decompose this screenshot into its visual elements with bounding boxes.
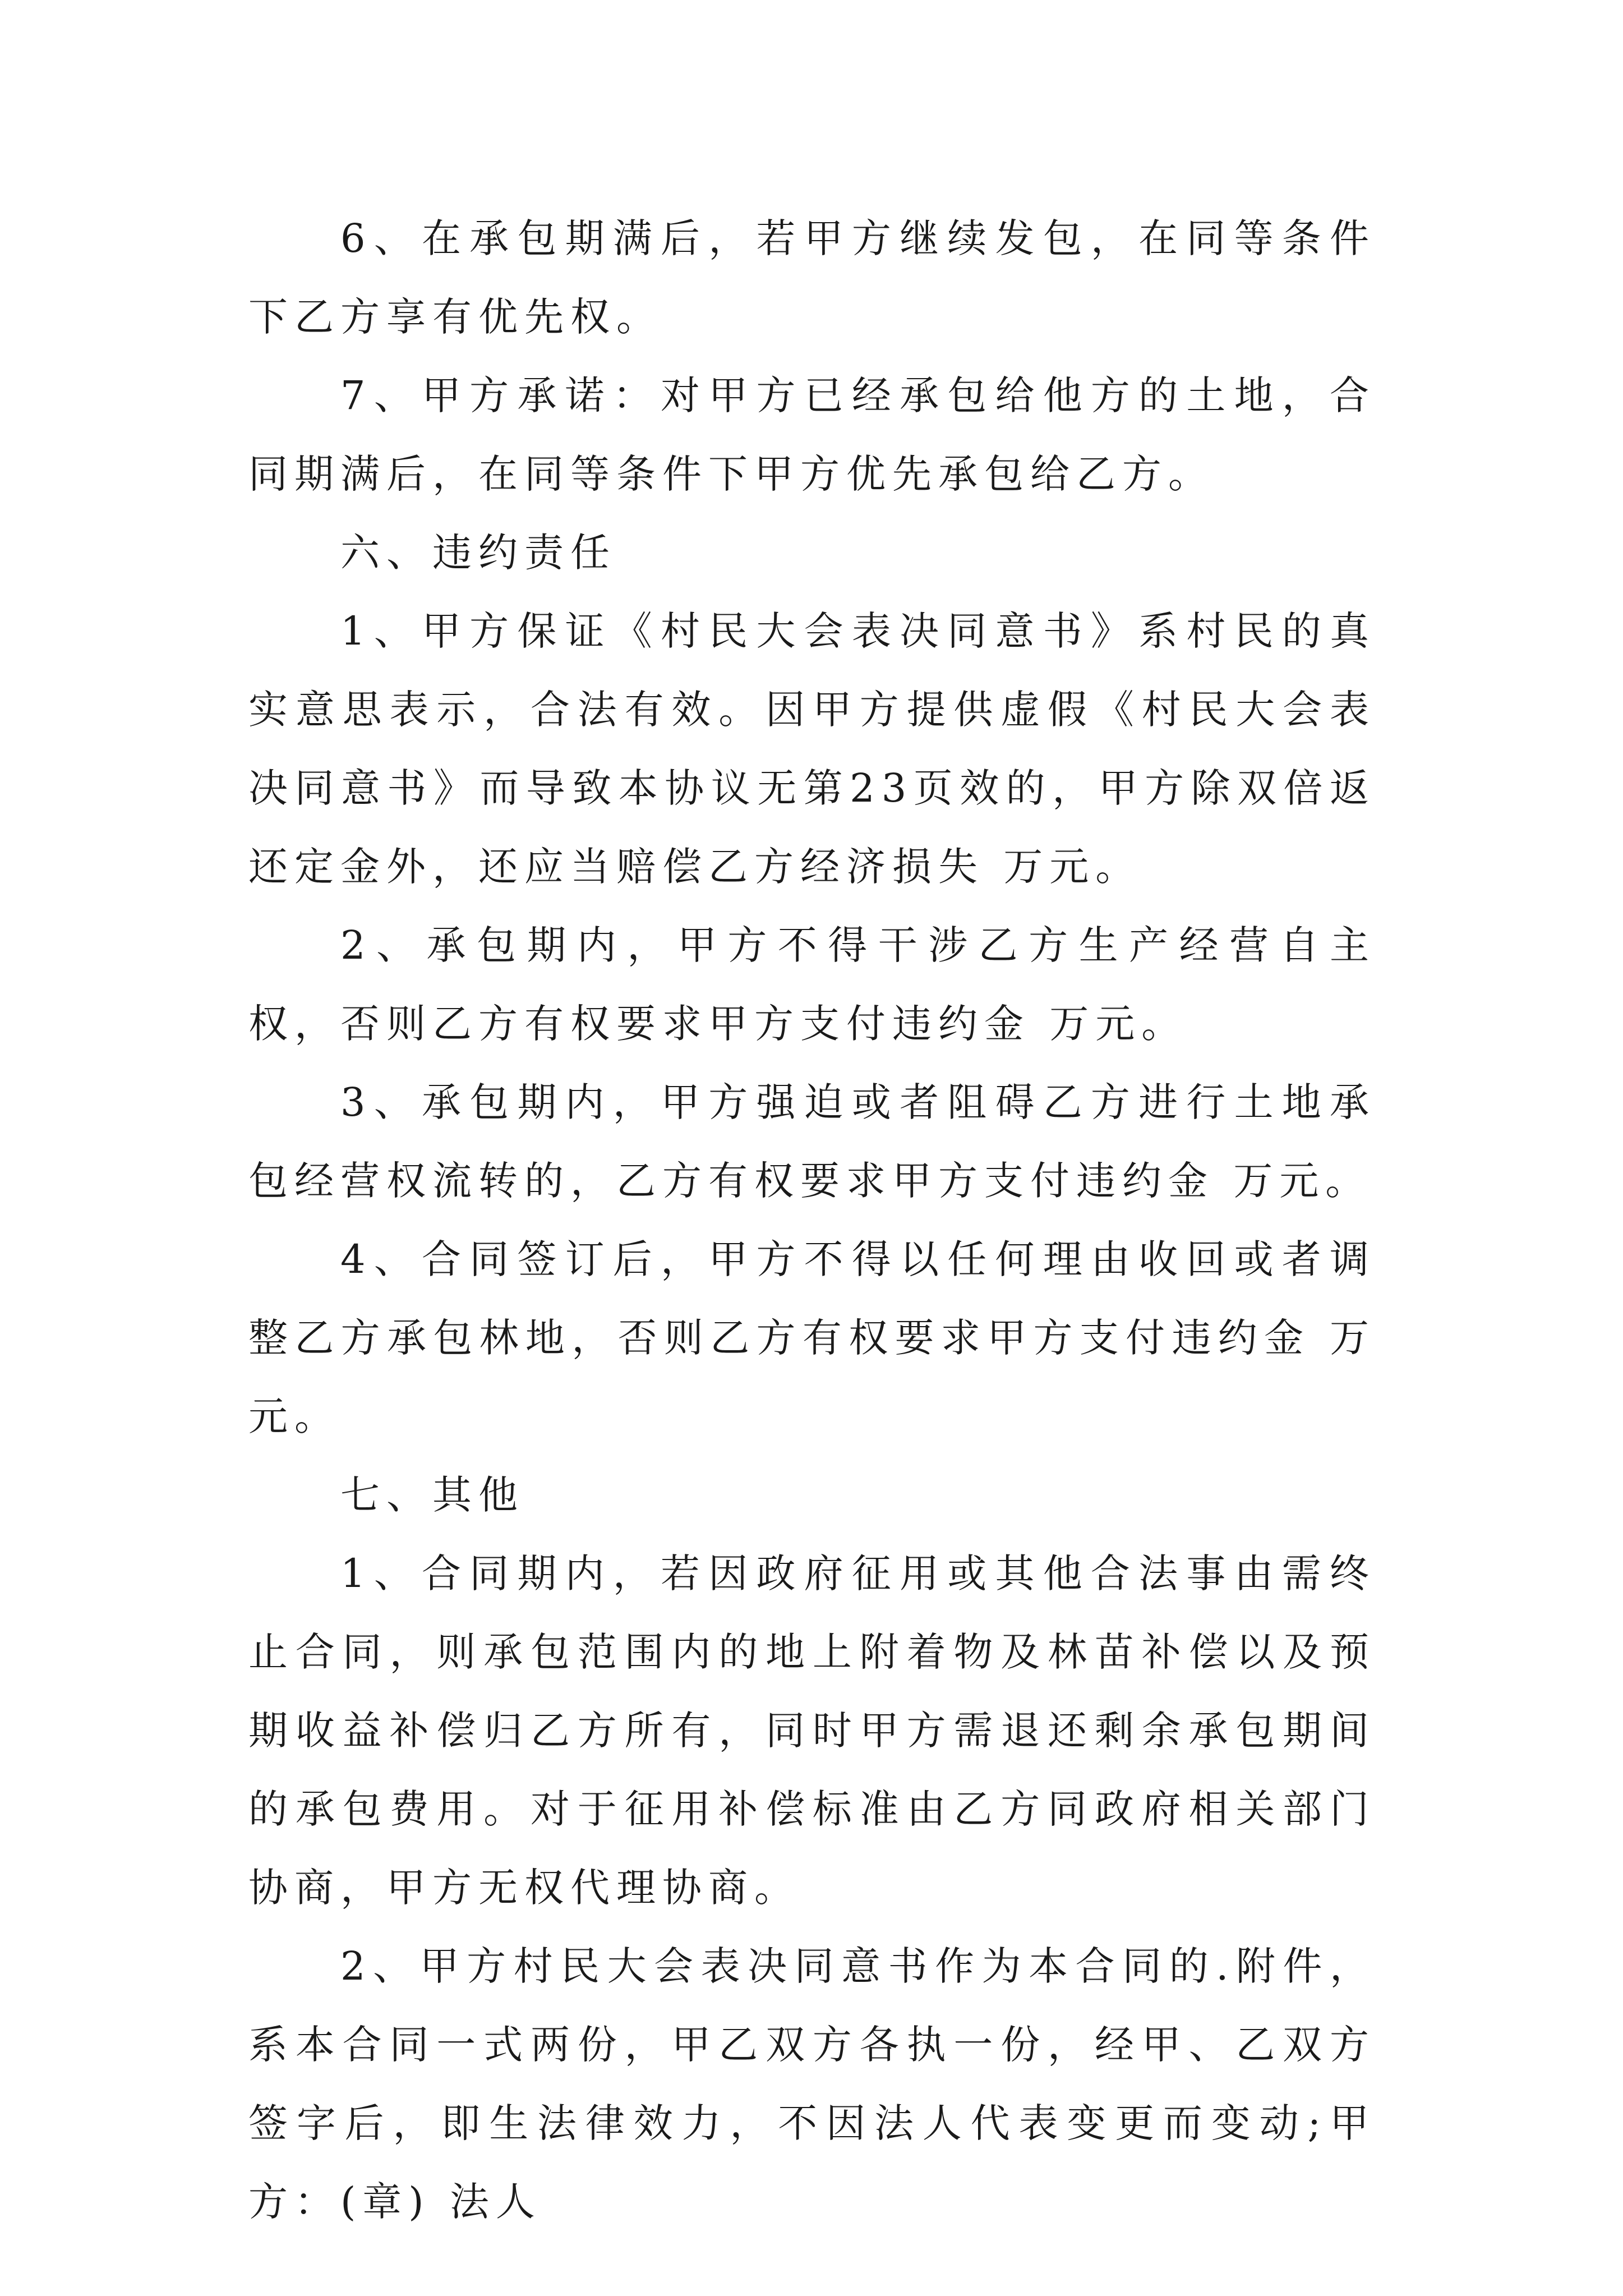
document-body — [248, 199, 1376, 2241]
breach-clause-3: 3、承包期内，甲方强迫或者阻碍乙方进行土地承包经营权流转的，乙方有权要求甲方支付违约金 万元。 — [248, 1079, 1376, 1204]
clause-7-commitment: 7、甲方承诺：对甲方已经承包给他方的土地，合同期满后，在同等条件下甲方优先承包给乙方。 — [248, 372, 1376, 497]
breach-clause-2: 2、承包期内，甲方不得干涉乙方生产经营自主权，否则乙方有权要求甲方支付违约金 万元。 — [248, 922, 1376, 1047]
clause-6-priority-right: 6、在承包期满后，若甲方继续发包，在同等条件下乙方享有优先权。 — [248, 215, 1376, 340]
other-clause-2: 2、甲方村民大会表决同意书作为本合同的.附件，系本合同一式两份，甲乙双方各执一份，经甲、乙双方签字后，即生法律效力，不因法人代表变更而变动;甲方：(章) 法人 — [248, 1943, 1376, 2225]
other-clause-1: 1、合同期内，若因政府征用或其他合法事由需终止合同，则承包范围内的地上附着物及林苗补偿以及预期收益补偿归乙方所有，同时甲方需退还剩余承包期间的承包费用。对于征用补偿标准由乙方同政府相关部门协商，甲方无权代理协商。 — [248, 1550, 1376, 1911]
section-heading-breach: 六、违约责任 — [340, 530, 616, 576]
breach-clause-1: 1、甲方保证《村民大会表决同意书》系村民的真实意思表示，合法有效。因甲方提供虚假《村民大会表决同意书》而导致本协议无第23页效的，甲方除双倍返还定金外，还应当赔偿乙方经济损失 万元。 — [248, 608, 1376, 890]
breach-clause-4: 4、合同签订后，甲方不得以任何理由收回或者调整乙方承包林地，否则乙方有权要求甲方支付违约金 万元。 — [248, 1236, 1376, 1439]
section-heading-other: 七、其他 — [340, 1472, 524, 1518]
